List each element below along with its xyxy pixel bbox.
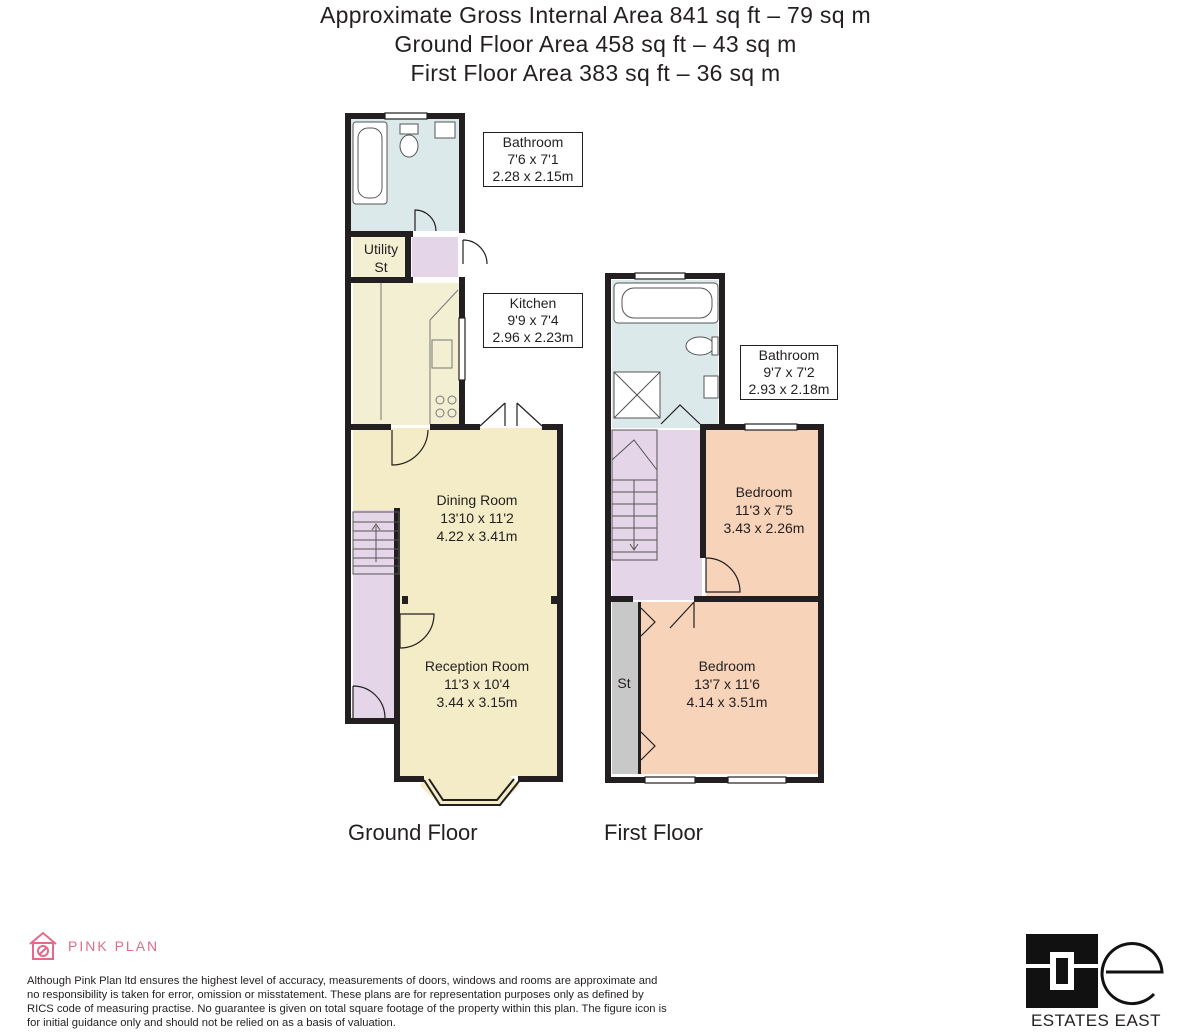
first-floor-area-heading: First Floor Area 383 sq ft – 36 sq m	[410, 60, 781, 86]
gross-area-heading: Approximate Gross Internal Area 841 sq ft – 79 sq m	[320, 2, 871, 28]
gf-bathroom-name: Bathroom	[502, 134, 564, 150]
ff-bathroom-label	[740, 345, 838, 400]
ff-bedroom-small-imperial: 11'3 x 7'5	[734, 502, 794, 518]
gf-bathroom-metric: 2.28 x 2.15m	[492, 168, 574, 184]
gf-kitchen-imperial: 9'9 x 7'4	[507, 312, 559, 328]
ff-store-label: St	[617, 675, 631, 691]
gf-reception-name: Reception Room	[424, 658, 530, 674]
ff-bedroom-large-imperial: 13'7 x 11'6	[694, 676, 760, 692]
gf-reception-label	[405, 657, 549, 711]
gf-dining-name: Dining Room	[436, 492, 518, 508]
gf-utility-sub: St	[374, 259, 388, 275]
gf-kitchen-name: Kitchen	[509, 295, 557, 311]
gf-lobby-fill	[412, 237, 458, 277]
gf-kitchen-metric: 2.96 x 2.23m	[492, 329, 574, 345]
gf-dining-label	[410, 491, 544, 545]
gf-utility-label	[355, 240, 407, 276]
ff-bedroom-small-name: Bedroom	[735, 484, 793, 500]
ff-bedroom-large-label	[670, 657, 784, 711]
pink-plan-logo-icon	[27, 930, 59, 962]
gf-kitchen-label	[483, 293, 583, 348]
ff-bedroom-small-metric: 3.43 x 2.26m	[723, 520, 805, 536]
ff-bathroom-name: Bathroom	[758, 347, 820, 363]
gf-bathroom-imperial: 7'6 x 7'1	[507, 151, 559, 167]
gf-reception-fill	[400, 508, 559, 776]
disclaimer-text: Although Pink Plan ltd ensures the highest level of accuracy, measurements of doors, windows and rooms are approximate and no responsibility is taken for error, omission or misstatement. These plans are for representation purposes only as defined by RICS code of measuring practise. No guarantee is given on total square footage of the property within this plan. The figure icon is for initial guidance only and should not be relied on as a basis of valuation.	[27, 975, 667, 1029]
ground-floor-area-heading: Ground Floor Area 458 sq ft – 43 sq m	[394, 31, 797, 57]
gf-kitchen-fill	[353, 283, 460, 425]
ff-bedroom-large-metric: 4.14 x 3.51m	[686, 694, 768, 710]
gf-reception-imperial: 11'3 x 10'4	[444, 676, 510, 692]
ff-bedroom-small-label	[712, 483, 816, 537]
gf-bathroom-label	[483, 132, 583, 187]
estates-east-brand: ESTATES EAST	[1030, 1011, 1162, 1030]
gf-utility-name: Utility	[363, 241, 399, 257]
ground-floor-title: Ground Floor	[348, 820, 478, 845]
pink-plan-brand: PINK PLAN	[68, 938, 160, 954]
gf-reception-metric: 3.44 x 3.15m	[436, 694, 518, 710]
gf-dining-imperial: 13'10 x 11'2	[440, 510, 514, 526]
ff-bathroom-metric: 2.93 x 2.18m	[748, 381, 830, 397]
estates-east-logo-icon	[1026, 934, 1166, 1008]
ff-bedroom-large-name: Bedroom	[698, 658, 756, 674]
first-floor-title: First Floor	[604, 820, 703, 845]
gf-dining-metric: 4.22 x 3.41m	[436, 528, 518, 544]
ff-bathroom-imperial: 9'7 x 7'2	[763, 364, 815, 380]
